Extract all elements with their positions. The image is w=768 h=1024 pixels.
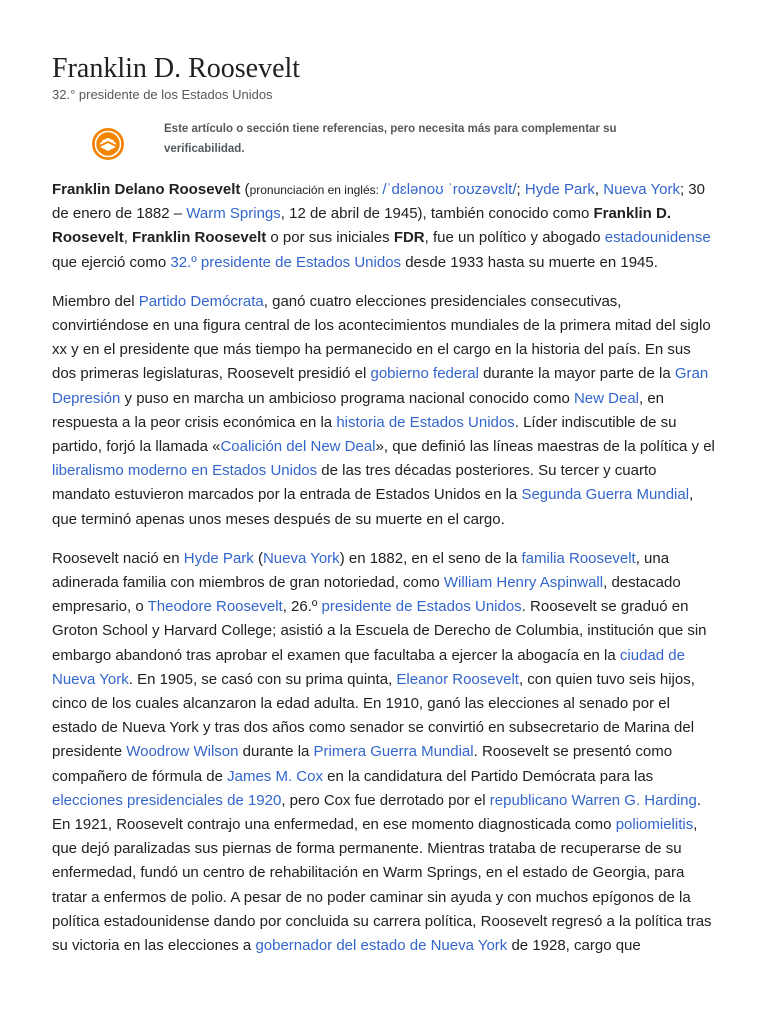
link-presidente-eeuu[interactable]: presidente de Estados Unidos [321,598,522,616]
references-notice [52,119,716,166]
link-gran-depresion[interactable]: Gran Depresión [52,365,709,407]
page-title: Franklin D. Roosevelt [52,53,301,84]
notice-text: Este artículo o sección tiene referencias, pero necesita más para complementar su verificabilidad. [164,123,617,155]
link-nueva-york[interactable]: Nueva York [603,181,680,198]
link-historia-eeuu[interactable]: historia de Estados Unidos [336,413,515,431]
pronunciation-label: pronunciación en inglés: [249,183,383,197]
link-32-presidente[interactable]: 32.º presidente de Estados Unidos [170,253,402,271]
link-coalicion-new-deal[interactable]: Coalición del New Deal [220,438,376,456]
link-warm-springs[interactable]: Warm Springs [186,205,281,223]
link-gobernador-ny[interactable]: gobernador del estado de Nueva York [255,937,508,955]
link-theodore-roosevelt[interactable]: Theodore Roosevelt [147,598,283,616]
paragraph-biography: Roosevelt nació en Hyde Park (Nueva York) en 1882, en el seno de la familia Roosevelt, una adinerada familia con miembros de gran notoriedad, como William Henry Aspinwall, destacado empresario, o Theodore Roosevelt, 26.º presidente de Estados Unidos. Roosevelt se graduó en Groton School y Harvard College; asistió a la Escuela de Derecho de Columbia, institución que sin embargo abandonó tras aprobar el examen que facultaba a ejercer la abogacía en la ciudad de Nueva York. En 1905, se casó con su prima quinta, Eleanor Roosevelt, con quien tuvo seis hijos, cinco de los cuales alcanzaron la edad adulta. En 1910, ganó las elecciones al senado por el estado de Nueva York y tras dos años como senador se convirtió en subsecretario de Marina del presidente Woodrow Wilson durante la Primera Guerra Mundial. Roosevelt se presentó como compañero de fórmula de James M. Cox en la candidatura del Partido Demócrata para las elecciones presidenciales de 1920, pero Cox fue derrotado por el republicano Warren G. Harding. En 1921, Roosevelt contrajo una enfermedad, en ese momento diagnosticada como poliomielitis, que dejó paralizadas sus piernas de forma permanente. Mientras trataba de recuperarse de su enfermedad, fundó un centro de rehabilitación en Warm Springs, en el estado de Georgia, para tratar a enfermos de polio. A pesar de no poder caminar sin ayuda y con muchos epígonos de la política estadounidense dando por concluida su carrera política, Roosevelt regresó a la política tras su victoria en las elecciones a gobernador del estado de Nueva York de 1928, cargo que [52,549,712,955]
link-new-deal[interactable]: New Deal [573,389,639,407]
page-subtitle: 32.° presidente de los Estados Unidos [52,87,273,102]
link-liberalismo-moderno[interactable]: liberalismo moderno en Estados Unidos [52,462,318,480]
link-primera-guerra-mundial[interactable]: Primera Guerra Mundial [313,743,474,761]
link-segunda-guerra-mundial[interactable]: Segunda Guerra Mundial [521,486,690,504]
link-estadounidense[interactable]: estadounidense [604,229,711,247]
link-woodrow-wilson[interactable]: Woodrow Wilson [126,743,239,761]
link-james-cox[interactable]: James M. Cox [227,767,323,785]
link-gobierno-federal[interactable]: gobierno federal [370,365,479,383]
link-warren-harding[interactable]: republicano Warren G. Harding [489,791,697,809]
link-hyde-park[interactable]: Hyde Park [524,181,595,198]
link-nueva-york[interactable]: Nueva York [262,549,340,567]
link-familia-roosevelt[interactable]: familia Roosevelt [521,549,636,567]
book-icon [91,127,125,166]
link-elecciones-1920[interactable]: elecciones presidenciales de 1920 [52,791,282,809]
paragraph-intro: Franklin Delano Roosevelt (pronunciación en inglés: /ˈdɛlənoʊ ˈroʊzəvɛlt/; Hyde Park, Nueva York; 30 de enero de 1882 – Warm Springs, 12 de abril de 1945), también conocido como Franklin D. Roosevelt, Franklin Roosevelt o por sus iniciales FDR, fue un político y abogado estadounidense que ejerció como 32.º presidente de Estados Unidos desde 1933 hasta su muerte en 1945. [52,181,711,271]
link-hyde-park[interactable]: Hyde Park [183,549,254,567]
ipa-link[interactable]: /ˈdɛlənoʊ ˈroʊzəvɛlt/ [382,181,517,198]
bold-name: Franklin Delano Roosevelt [52,181,241,198]
link-eleanor-roosevelt[interactable]: Eleanor Roosevelt [396,670,519,688]
link-partido-democrata[interactable]: Partido Demócrata [138,292,264,310]
paragraph-career: Miembro del Partido Demócrata, ganó cuatro elecciones presidenciales consecutivas, convirtiéndose en una figura central de los acontecimientos mundiales de la primera mitad del siglo xx y en el presidente que más tiempo ha permanecido en el cargo en la historia del país. En sus dos primeras legislaturas, Roosevelt presidió el gobierno federal durante la mayor parte de la Gran Depresión y puso en marcha un ambicioso programa nacional conocido como New Deal, en respuesta a la peor crisis económica en la historia de Estados Unidos. Líder indiscutible de su partido, forjó la llamada «Coalición del New Deal», que definió las líneas maestras de la política y el liberalismo moderno en Estados Unidos de las tres décadas posteriores. Su tercer y cuarto mandato estuvieron marcados por la entrada de Estados Unidos en la Segunda Guerra Mundial, que terminó apenas unos meses después de su muerte en el cargo. [52,292,715,528]
link-ciudad-nueva-york[interactable]: ciudad de Nueva York [52,646,685,688]
link-poliomielitis[interactable]: poliomielitis [615,816,694,834]
link-aspinwall[interactable]: William Henry Aspinwall [443,574,604,592]
